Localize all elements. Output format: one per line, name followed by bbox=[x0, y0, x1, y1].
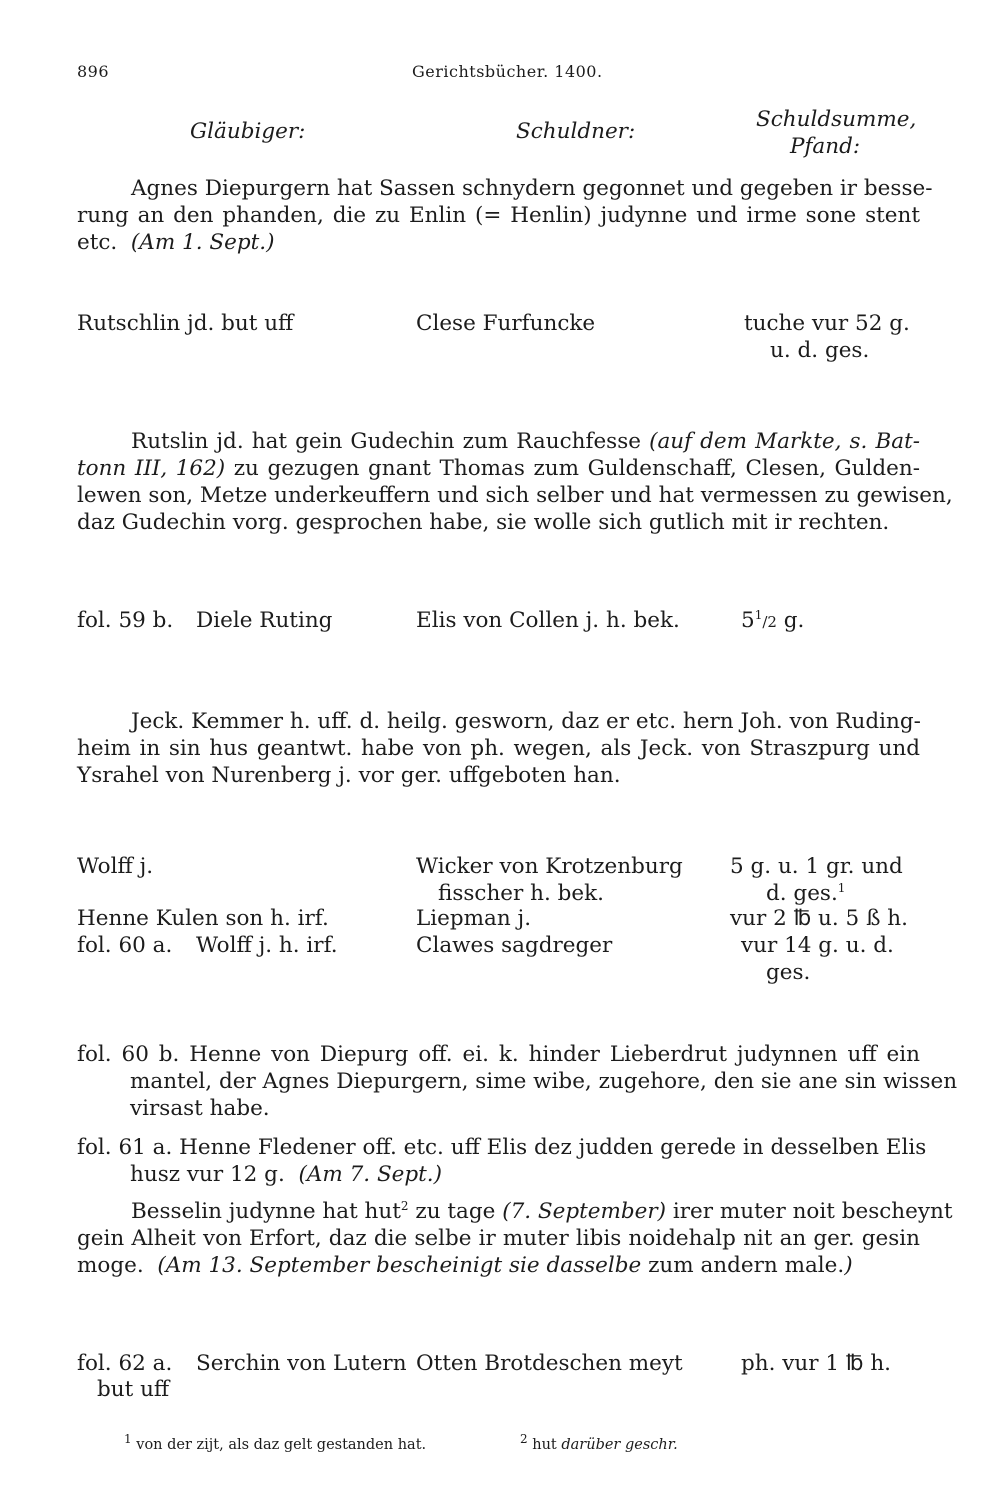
creditor-cell-continued: but uff bbox=[97, 1377, 170, 1402]
text-line: virsast habe. bbox=[130, 1096, 270, 1121]
entry-paragraph-henne-fledener bbox=[77, 1134, 927, 1188]
text-line: Agnes Diepurgern hat Sassen schnydern gegonnet und gegeben ir besse- bbox=[131, 176, 933, 201]
footnote-marker: 2 bbox=[520, 1432, 528, 1447]
page-number: 896 bbox=[77, 62, 110, 81]
sum-cell: $5^1/2$ g. bbox=[741, 607, 805, 633]
entry-paragraph-henne-diepurg bbox=[77, 1041, 958, 1122]
folio-reference: fol. 60 a. bbox=[77, 933, 173, 958]
editorial-note: (auf dem Markte, s. Bat- bbox=[649, 429, 920, 454]
editorial-note: tonn III, 162) bbox=[77, 456, 226, 481]
sum-cell: 5 g. u. 1 gr. und bbox=[730, 854, 903, 879]
creditor-cell: Wolff j. h. irf. bbox=[196, 933, 338, 958]
creditor-cell: Rutschlin jd. but uff bbox=[77, 311, 294, 336]
debtor-cell: Elis von Collen j. h. bek. bbox=[416, 608, 680, 633]
sum-cell: ph. vur 1 ℔ h. bbox=[741, 1351, 891, 1376]
text-line: Rutslin jd. hat gein Gudechin zum Rauchfesse (auf dem Markte, s. Bat- bbox=[131, 429, 920, 454]
text-line: heim in sin hus geantwt. habe von ph. wegen, als Jeck. von Straszpurg und bbox=[77, 736, 920, 761]
sum-cell: vur 14 g. u. d. bbox=[741, 933, 894, 958]
sum-cell-continued: u. d. ges. bbox=[770, 338, 870, 363]
editorial-note: (Am 1. Sept.) bbox=[130, 230, 275, 255]
text-line: fol. 60 b. Henne von Diepurg off. ei. k. hinder Lieberdrut judynnen uff ein bbox=[77, 1042, 920, 1067]
column-heading-sum: Schuldsumme, bbox=[756, 107, 917, 132]
sum-cell: tuche vur 52 g. bbox=[744, 311, 910, 336]
entry-paragraph-kemmer bbox=[77, 708, 920, 789]
column-heading-debtor: Schuldner: bbox=[516, 119, 636, 144]
text-line: gein Alheit von Erfort, daz die selbe ir muter libis noidehalp nit an ger. gesin bbox=[77, 1226, 920, 1251]
sum-cell: vur 2 ℔ u. 5 ß h. bbox=[730, 906, 908, 931]
text-line: daz Gudechin vorg. gesprochen habe, sie wolle sich gutlich mit ir rechten. bbox=[77, 510, 890, 535]
running-title: Gerichtsbücher. 1400. bbox=[412, 62, 603, 81]
debtor-cell-continued: fisscher h. bek. bbox=[438, 881, 604, 906]
creditor-cell: Henne Kulen son h. irf. bbox=[77, 906, 329, 931]
creditor-cell: Wolff j. bbox=[77, 854, 154, 879]
text-line: moge. (Am 13. September bescheinigt sie dasselbe zum andern male.) bbox=[77, 1253, 853, 1278]
footnote-1: $^1$ von der zijt, als daz gelt gestanden hat. bbox=[124, 1432, 427, 1453]
footnote-marker: 1 bbox=[124, 1432, 132, 1447]
text-line: husz vur 12 g. (Am 7. Sept.) bbox=[130, 1162, 443, 1187]
text-line: mantel, der Agnes Diepurgern, sime wibe, zugehore, den sie ane sin wissen bbox=[130, 1069, 958, 1094]
debtor-cell: Wicker von Krotzenburg bbox=[416, 854, 683, 879]
sum-cell-continued: ges. bbox=[766, 960, 811, 985]
debtor-cell: Otten Brotdeschen meyt bbox=[416, 1351, 683, 1376]
footnote-marker: 1 bbox=[837, 880, 846, 895]
creditor-cell: Serchin von Lutern bbox=[196, 1351, 407, 1376]
text-line: fol. 61 a. Henne Fledener off. etc. uff Elis dez judden gerede in desselben Elis bbox=[77, 1135, 927, 1160]
column-heading-creditor: Gläubiger: bbox=[190, 119, 306, 144]
column-heading-pledge: Pfand: bbox=[790, 134, 861, 159]
text-line: Besselin judynne hat hut$^2$ zu tage (7. September) irer muter noit bescheynt bbox=[131, 1198, 953, 1224]
entry-paragraph-besselin bbox=[77, 1198, 953, 1279]
creditor-cell: Diele Ruting bbox=[196, 608, 333, 633]
sum-cell-continued: d. ges.$^1$ bbox=[766, 880, 846, 906]
text-line: Jeck. Kemmer h. uff. d. heilg. gesworn, daz er etc. hern Joh. von Ruding- bbox=[131, 709, 921, 734]
text-line: tonn III, 162) zu gezugen gnant Thomas zum Guldenschaff, Clesen, Gulden- bbox=[77, 456, 921, 481]
text-line: etc. (Am 1. Sept.) bbox=[77, 230, 275, 255]
text-line: lewen son, Metze underkeuffern und sich selber und hat vermessen zu gewisen, bbox=[77, 483, 953, 508]
text-line: Ysrahel von Nurenberg j. vor ger. uffgeboten han. bbox=[77, 763, 621, 788]
entry-paragraph-agnes bbox=[77, 175, 933, 256]
folio-reference: fol. 59 b. bbox=[77, 608, 174, 633]
editorial-note: (Am 7. Sept.) bbox=[298, 1162, 443, 1187]
entry-paragraph-rutslin bbox=[77, 428, 953, 536]
footnote-marker: 2 bbox=[400, 1198, 409, 1213]
footnote-2: $^2$ hut darüber geschr. bbox=[520, 1432, 678, 1453]
text-line: rung an den phanden, die zu Enlin (= Henlin) judynne und irme sone stent bbox=[77, 203, 920, 228]
editorial-note: (Am 13. September bescheinigt sie dasselbe bbox=[157, 1253, 642, 1278]
editorial-note: darüber geschr. bbox=[561, 1437, 678, 1453]
folio-reference: fol. 62 a. bbox=[77, 1351, 173, 1376]
debtor-cell: Liepman j. bbox=[416, 906, 532, 931]
debtor-cell: Clese Furfuncke bbox=[416, 311, 596, 336]
debtor-cell: Clawes sagdreger bbox=[416, 933, 613, 958]
editorial-note: (7. September) bbox=[502, 1199, 667, 1224]
